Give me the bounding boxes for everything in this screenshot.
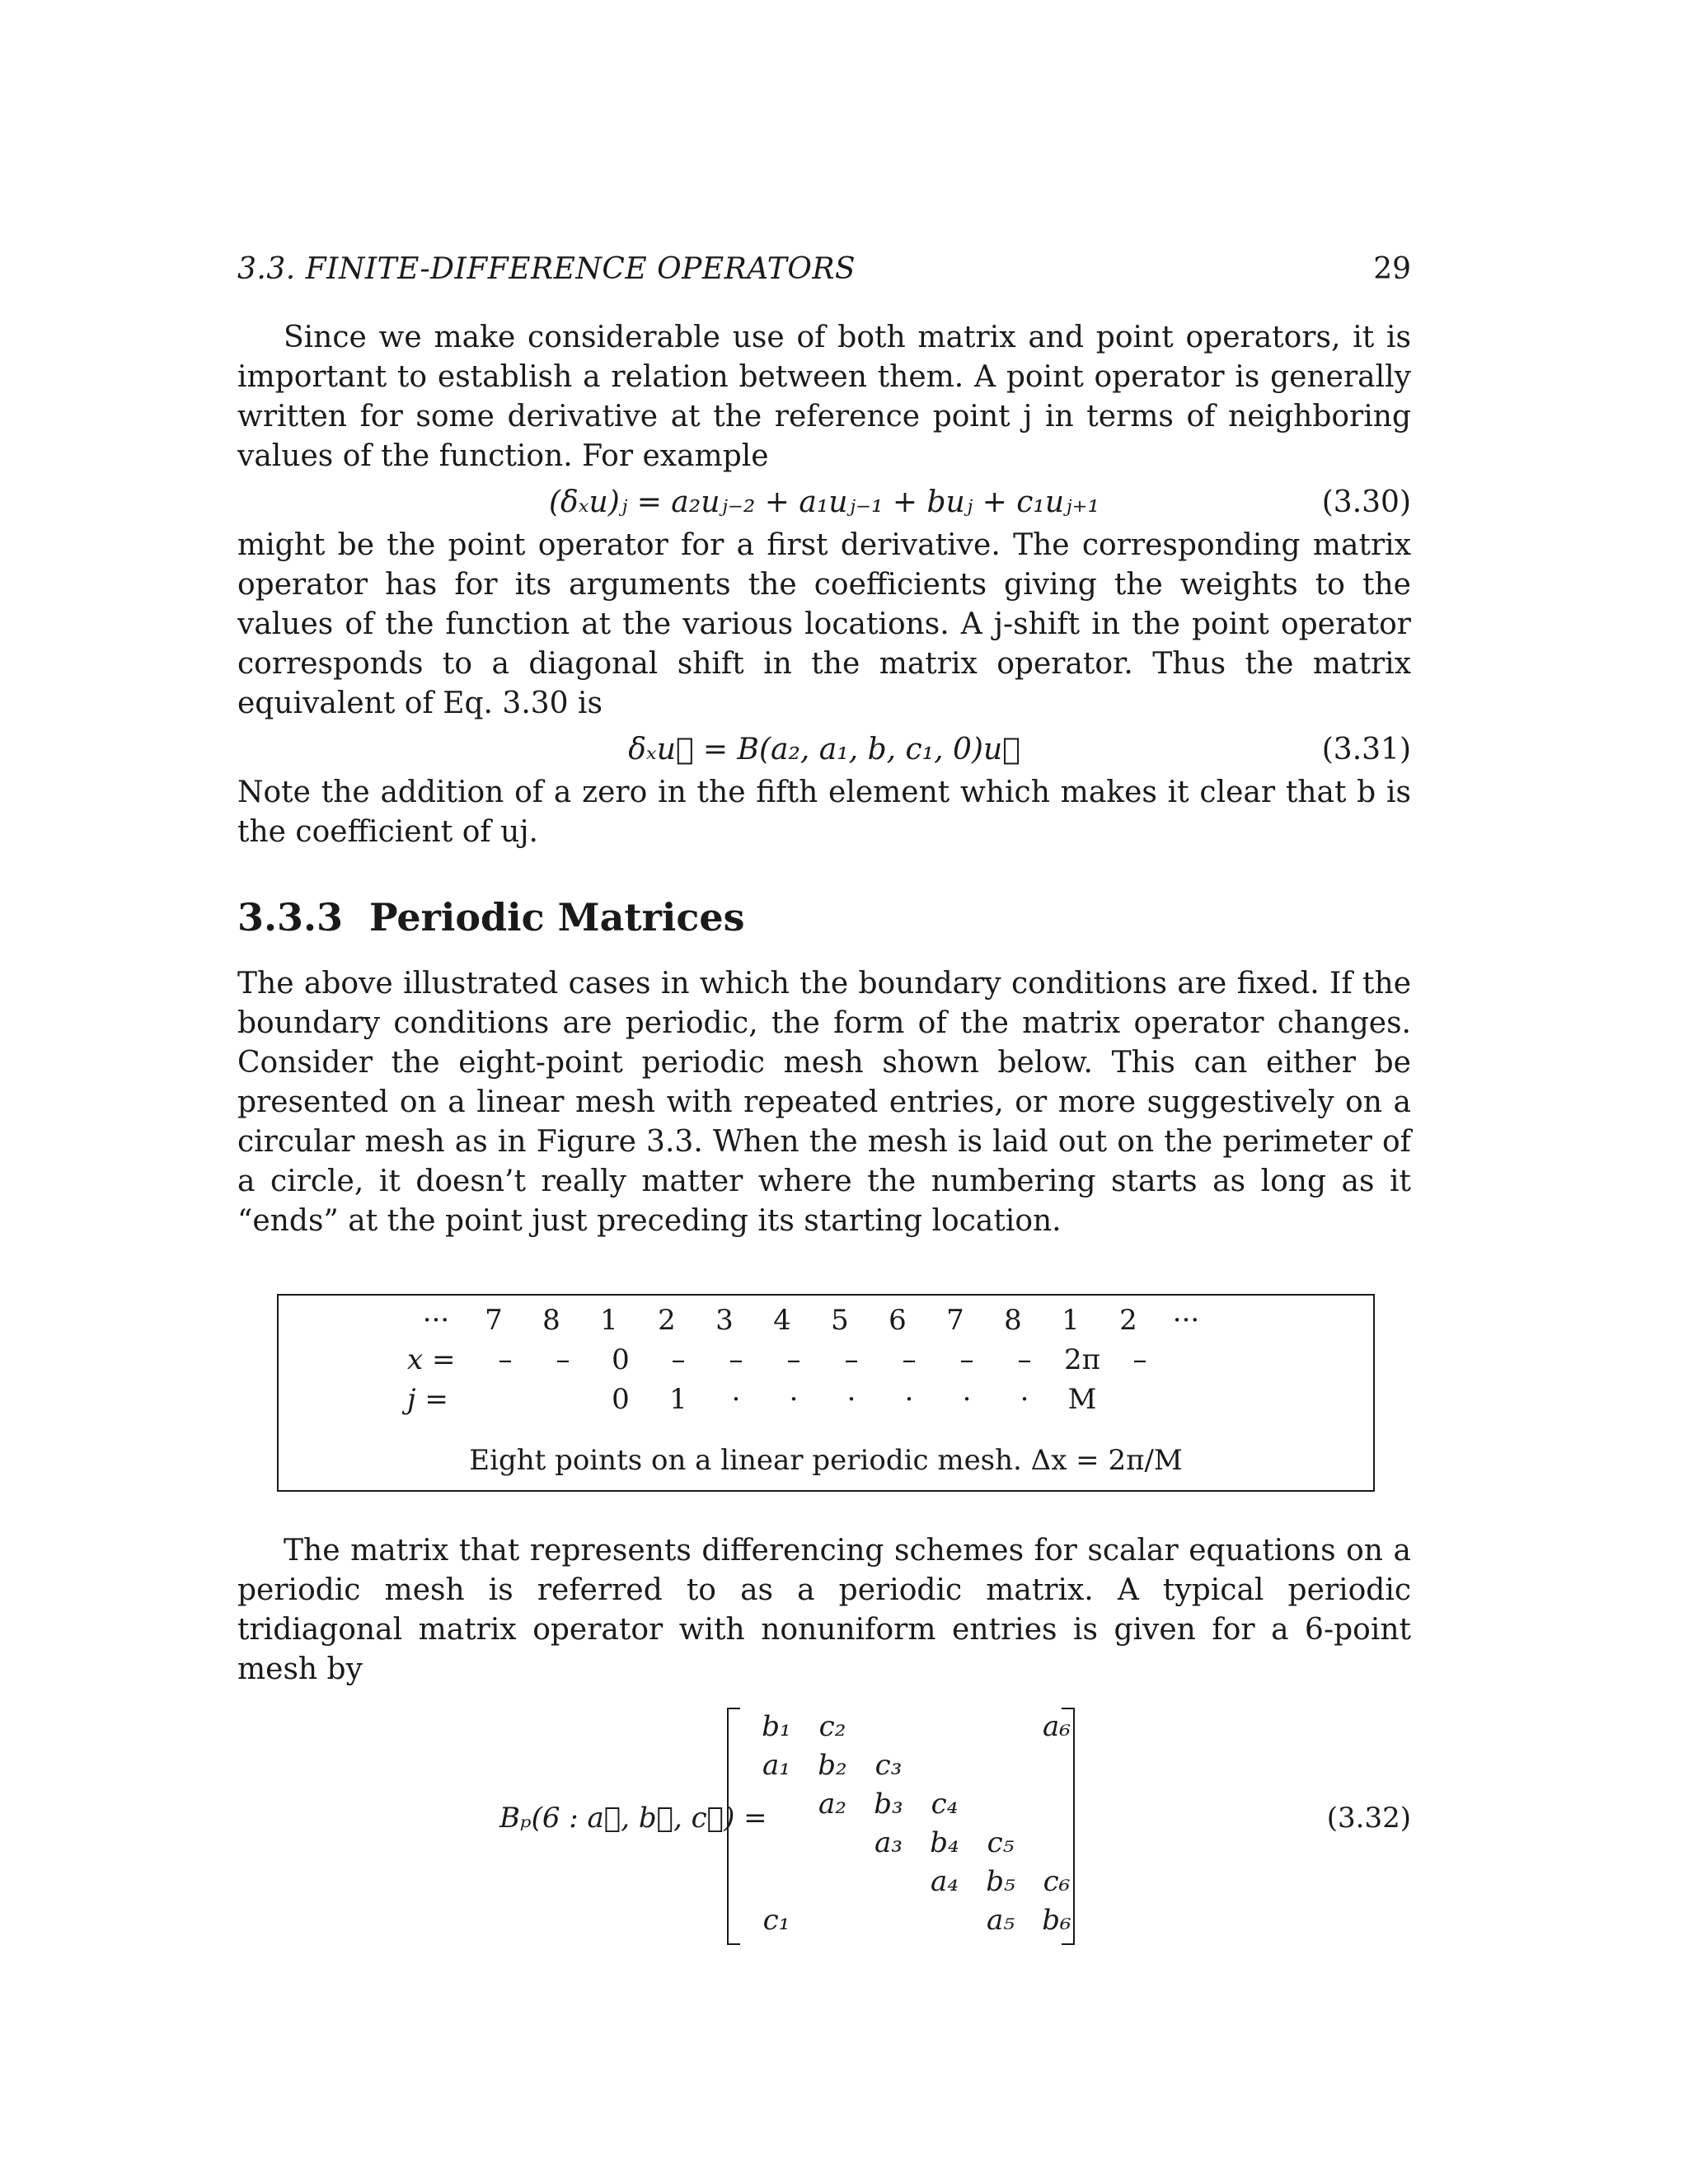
- mesh-index-cell: 6: [889, 1304, 907, 1337]
- matrix-entry: [860, 1901, 917, 1940]
- matrix-grid: [748, 1708, 1085, 1940]
- matrix-row: [748, 1746, 1085, 1785]
- mesh-x-row-label: x =: [407, 1343, 456, 1376]
- matrix-entry: [917, 1901, 973, 1940]
- matrix-entry: [748, 1785, 804, 1824]
- matrix-row: [748, 1708, 1085, 1746]
- mesh-index-cell: 8: [542, 1304, 560, 1337]
- mesh-j-row: [407, 1380, 1215, 1419]
- mesh-j-cell: [1111, 1380, 1169, 1419]
- equation-3-30: [237, 480, 1411, 526]
- matrix-entry: [1029, 1824, 1085, 1863]
- matrix-entry: [860, 1863, 917, 1901]
- mesh-index-cell: ···: [1172, 1304, 1200, 1337]
- mesh-x-cell: 0: [612, 1343, 630, 1376]
- mesh-x-cell: 2π: [1064, 1343, 1100, 1376]
- mesh-j-cell: ·: [731, 1383, 741, 1416]
- mesh-j-cell: ·: [1020, 1383, 1029, 1416]
- equation-3-32: [237, 1704, 1411, 1952]
- mesh-x-cell: –: [498, 1343, 513, 1376]
- mesh-x-cell: –: [902, 1343, 917, 1376]
- matrix-entry: a₅: [987, 1904, 1015, 1937]
- mesh-j-cell: ·: [789, 1383, 799, 1416]
- section-title: Periodic Matrices: [369, 895, 745, 940]
- matrix-entry: a₄: [931, 1865, 959, 1898]
- matrix-lhs: Bₚ(6 : a⃗, b⃗, c⃗) =: [499, 1802, 767, 1835]
- paragraph-4: The above illustrated cases in which the boundary conditions are fixed. If the boundary conditions are periodic, the form of the matrix operator changes. Consider the eight-point periodic mesh shown below. This can either be presented on a linear mesh with repeated entries, or more suggestively on a circular mesh as in Figure 3.3. When the mesh is laid out on the perimeter of a circle, it doesn’t really matter where the numbering starts as long as it “ends” at the point just preceding its starting location.: [237, 967, 1411, 1238]
- paragraph-2: might be the point operator for a first derivative. The corresponding matrix operator has for its arguments the coefficients giving the weights to the values of the function at the various locations. A j-shift in the point operator corresponds to a diagonal shift in the matrix operator. Thus the matrix equivalent of Eq. 3.30 is: [237, 528, 1411, 720]
- matrix-right-bracket: [1062, 1708, 1075, 1945]
- equation-3-31-expression: δₓu⃗ = B(a₂, a₁, b, c₁, 0)u⃗: [628, 733, 1020, 766]
- matrix-entry: b₃: [874, 1788, 903, 1821]
- matrix-entry: [1029, 1785, 1085, 1824]
- matrix-entry: [917, 1708, 973, 1746]
- matrix-entry: [1029, 1746, 1085, 1785]
- matrix-entry: [804, 1901, 860, 1940]
- page: [237, 239, 1411, 1952]
- mesh-x-cell: –: [729, 1343, 743, 1376]
- matrix-entry: a₆: [1043, 1710, 1071, 1743]
- mesh-index-cell: 8: [1004, 1304, 1022, 1337]
- mesh-index-cell: 3: [715, 1304, 734, 1337]
- matrix-entry: c₄: [931, 1788, 959, 1821]
- matrix-entry: b₄: [930, 1826, 959, 1859]
- equation-3-32-number: (3.32): [1326, 1802, 1411, 1835]
- equation-3-30-expression: (δₓu)ⱼ = a₂uⱼ₋₂ + a₁uⱼ₋₁ + buⱼ + c₁uⱼ₊₁: [549, 485, 1100, 519]
- mesh-index-cell: 5: [831, 1304, 849, 1337]
- matrix-row: [748, 1824, 1085, 1863]
- mesh-index-cell: 1: [600, 1304, 618, 1337]
- matrix-entry: b₆: [1042, 1904, 1071, 1937]
- equation-3-30-number: (3.30): [1321, 485, 1411, 519]
- mesh-j-row-label: j =: [407, 1383, 448, 1416]
- matrix-entry: a₂: [818, 1788, 846, 1821]
- matrix-entry: [748, 1824, 804, 1863]
- matrix-entry: c₂: [818, 1710, 846, 1743]
- mesh-index-cell: 7: [946, 1304, 964, 1337]
- matrix-entry: b₅: [986, 1865, 1015, 1898]
- mesh-index-row: [407, 1301, 1215, 1340]
- matrix-entry: [973, 1708, 1029, 1746]
- matrix-entry: [804, 1824, 860, 1863]
- mesh-j-cell: 0: [612, 1383, 630, 1416]
- mesh-x-cell: –: [959, 1343, 974, 1376]
- mesh-j-cell: ·: [962, 1383, 972, 1416]
- equation-3-31-number: (3.31): [1321, 733, 1411, 766]
- mesh-x-cell: –: [844, 1343, 859, 1376]
- mesh-j-cell: 1: [669, 1383, 687, 1416]
- mesh-x-cell: –: [671, 1343, 686, 1376]
- mesh-index-cell: 2: [658, 1304, 676, 1337]
- matrix-entry: a₁: [762, 1749, 790, 1782]
- matrix-entry: a₃: [874, 1826, 903, 1859]
- matrix-row: [748, 1785, 1085, 1824]
- matrix-entry: [973, 1746, 1029, 1785]
- mesh-j-cell: [476, 1380, 534, 1419]
- mesh-x-cell: –: [1132, 1343, 1147, 1376]
- paragraph-1: Since we make considerable use of both matrix and point operators, it is important to establish a relation between them. A point operator is generally written for some derivative at the reference point j in terms of neighboring values of the function. For example: [237, 321, 1411, 473]
- page-number: 29: [1373, 252, 1411, 286]
- paragraph-5: The matrix that represents differencing schemes for scalar equations on a periodic mesh is referred to as a periodic matrix. A typical periodic tridiagonal matrix operator with nonuniform entries is given for a 6-point mesh by: [237, 1534, 1411, 1686]
- matrix-entry: [917, 1746, 973, 1785]
- mesh-index-cell: 1: [1062, 1304, 1080, 1337]
- equation-3-31: [237, 727, 1411, 773]
- header-section-title: 3.3. FINITE-DIFFERENCE OPERATORS: [237, 252, 856, 286]
- matrix-entry: c₆: [1043, 1865, 1071, 1898]
- matrix-entry: c₃: [874, 1749, 903, 1782]
- mesh-x-cell: –: [556, 1343, 570, 1376]
- mesh-table: [407, 1301, 1215, 1419]
- running-header: [237, 239, 1411, 288]
- matrix-row: [748, 1901, 1085, 1940]
- matrix-entry: b₂: [818, 1749, 847, 1782]
- matrix-entry: [973, 1785, 1029, 1824]
- matrix-entry: [860, 1708, 917, 1746]
- paragraph-3: Note the addition of a zero in the fifth element which makes it clear that b is the coefficient of uj.: [237, 776, 1411, 849]
- mesh-x-row: [407, 1340, 1215, 1380]
- mesh-index-cell: 7: [485, 1304, 503, 1337]
- section-number: 3.3.3: [237, 895, 344, 940]
- mesh-j-cell: ·: [846, 1383, 856, 1416]
- matrix-entry: [748, 1863, 804, 1901]
- mesh-x-cell: –: [786, 1343, 801, 1376]
- matrix-entry: b₁: [762, 1710, 791, 1743]
- mesh-caption: Eight points on a linear periodic mesh. Δx = 2π/M: [469, 1444, 1183, 1477]
- matrix-entry: c₅: [987, 1826, 1015, 1859]
- mesh-j-cell: ·: [904, 1383, 914, 1416]
- mesh-j-cell: [534, 1380, 592, 1419]
- mesh-index-cell: ···: [422, 1304, 450, 1337]
- matrix-entry: [804, 1863, 860, 1901]
- matrix-entry: c₁: [762, 1904, 790, 1937]
- mesh-index-cell: 4: [773, 1304, 791, 1337]
- section-heading: [237, 895, 1411, 940]
- periodic-mesh-figure: [277, 1294, 1375, 1492]
- matrix-row: [748, 1863, 1085, 1901]
- mesh-j-cell: M: [1067, 1383, 1097, 1416]
- mesh-index-cell: 2: [1119, 1304, 1137, 1337]
- matrix-left-bracket: [727, 1708, 740, 1945]
- mesh-x-cell: –: [1017, 1343, 1032, 1376]
